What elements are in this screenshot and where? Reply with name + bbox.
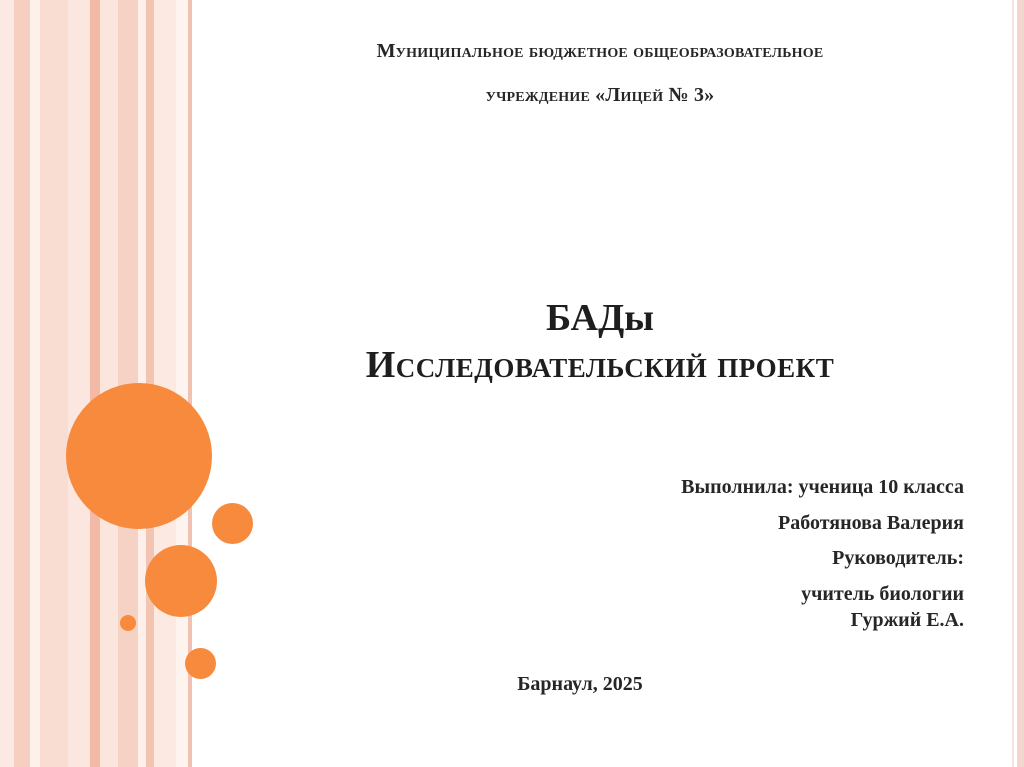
large-circle-decoration [66, 383, 212, 529]
supervisor-name: Гуржий Е.А. [850, 609, 964, 631]
medium-circle-decoration [145, 545, 217, 617]
supervisor-position: учитель биологии [801, 583, 964, 605]
author-class: Выполнила: ученица 10 класса [681, 476, 964, 498]
school-name-line1: Муниципальное бюджетное общеобразовательное [376, 40, 824, 62]
slide-title: БАДы [546, 297, 654, 339]
supervisor-label: Руководитель: [832, 547, 964, 569]
tiny-circle-decoration [120, 615, 136, 631]
author-name: Работянова Валерия [778, 512, 964, 534]
small-circle-decoration-bottom [185, 648, 216, 679]
city-year: Барнаул, 2025 [517, 673, 643, 695]
slide-subtitle: Исследовательский проект [365, 344, 835, 386]
school-name-line2: учреждение «Лицей № 3» [485, 84, 715, 106]
small-circle-decoration [212, 503, 253, 544]
